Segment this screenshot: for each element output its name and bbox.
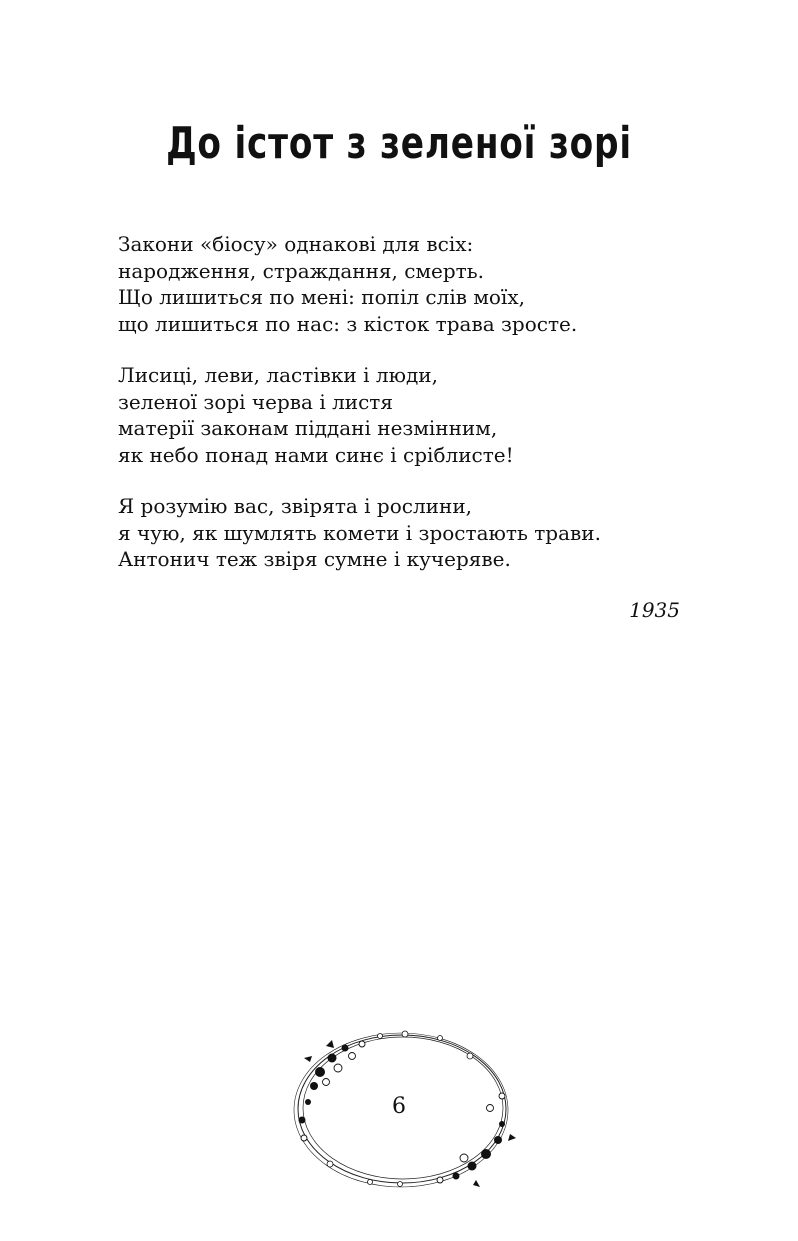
stanza-1 <box>118 231 718 337</box>
poem-line: матерії законам піддані незмінним, <box>118 416 498 440</box>
stanza-3 <box>118 493 718 573</box>
poem-line: народження, страждання, смерть. <box>118 258 484 283</box>
poem-line: Лисиці, леви, ластівки і люди, <box>118 363 438 387</box>
poem-line: Закони «біосу» однакові для всіх: <box>118 232 474 256</box>
poem-line: зеленої зорі черва і листя <box>118 389 393 414</box>
poem-line: Я розумію вас, звірята і рослини, <box>118 494 473 518</box>
poem-line: як небо понад нами синє і сріблисте! <box>118 442 514 467</box>
poem-line: Антонич теж звіря сумне і кучеряве. <box>118 547 511 571</box>
poem-date: 1935 <box>629 598 680 622</box>
stanza-2 <box>118 362 718 468</box>
poem-body <box>118 231 718 598</box>
poem-line: Що лишиться по мені: попіл слів моїх, <box>118 285 525 309</box>
poem-line: що лишиться по нас: з кісток трава зросте. <box>118 311 578 336</box>
poem-title: До істот з зеленої зорі <box>166 118 632 169</box>
poem-line: я чую, як шумлять комети і зростають трави. <box>118 520 601 545</box>
page-number: 6 <box>392 1094 406 1119</box>
